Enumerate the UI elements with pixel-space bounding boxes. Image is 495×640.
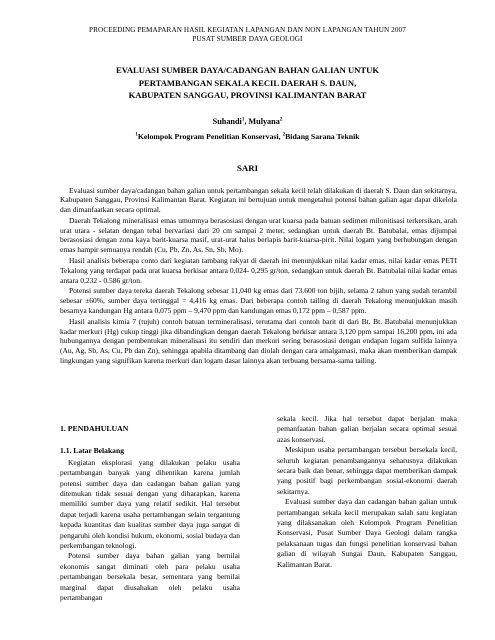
- abstract-paragraph-1: Evaluasi sumber daya/cadangan bahan galian untuk pertambangan sekala kecil telah dilakukan di daerah S. Daun dan sekitarnya, Kabupaten Sanggau, Provinsi Kalimantan Barat. Kegiatan ini bertujuan untuk mengetahui potensi bahan galian agar dapat dikelola dan dimanfaatkan secara optimal.: [60, 185, 457, 215]
- paper-title: [0, 64, 495, 102]
- body-paragraph-left-1: Kegiatan eksplorasi yang dilakukan pelaku usaha pertambangan banyak yang dihentikan karena jumlah potensi sumber daya dan cadangan bahan galian yang ditemukan tidak sesuai dengan yang diharapkan, karena memiliki sumber daya yang relatif sedikit. Hal tersebut dapat terjadi karena usaha pertambangan selain tergantung kepada kuantitas dan kualitas sumber daya juga sangat di pengaruhi oleh kondisi hukum, ekonomi, sosial budaya dan perkembangan teknologi.: [60, 457, 240, 551]
- abstract-paragraph-4: Potensi sumber daya tereka daerah Tekalong sebesar 11,040 kg emas dari 73.600 ton bijih, selama 2 tahun yang sudah terambil sebesar ±60%, sumber daya tertinggal = 4,416 kg emas. Dari beberapa contoh tailing di daerah Tekalong menunjukkan masih besarnya kandungan Hg antara 0,075 ppm – 9,470 ppm dan kandungan emas 0,172 ppm – 0,587 ppm.: [60, 286, 457, 316]
- body-paragraph-right-3: Evaluasi sumber daya dan cadangan bahan galian untuk pertambangan sekala kecil merupakan salah satu kegiatan yang dilaksanakan oleh Kelompok Program Penelitian Konservasi, Pusat Sumber Daya Geologi dalam rangka pelaksanaan tugas dan fungsi penelitian konservasi bahan galian di wilayah Sungai Daun, Kabupaten Sanggau, Kalimantan Barat.: [277, 497, 457, 569]
- running-header: [0, 26, 495, 44]
- abstract-body: [60, 186, 457, 366]
- body-paragraph-right-2: Meskipun usaha pertambangan tersebut bersekala kecil, seluruh kegiatan penambangannya seharusnya dilakukan secara baik dan benar, sehingga dapat memberikan dampak yang positif bagi perkembangan sosial-ekonomi daerah sekitarnya.: [277, 445, 457, 496]
- body-paragraph-right-1: sekala kecil. Jika hal tersebut dapat berjalan maka pemanfaatan bahan galian berjalan secara optimal sesuai azas konservasi.: [277, 414, 457, 444]
- author-sup-2: 2: [279, 116, 283, 122]
- author-separator: ,: [244, 116, 249, 126]
- header-line-1: PROCEEDING PEMAPARAN HASIL KEGIATAN LAPANGAN DAN NON LAPANGAN TAHUN 2007: [89, 26, 406, 34]
- affiliation-2: Bidang Sarana Teknik: [285, 131, 360, 141]
- body-paragraph-left-2: Potensi sumber daya bahan galian yang bernilai ekonomis sangat diminati oleh para pelaku usaha pertambangan bersekala besar, sementara yang bernilai marginal dapat diusahakan oleh pelaku usaha pertambangan: [60, 551, 240, 603]
- affiliations: [0, 131, 495, 142]
- affiliation-sup-2: 2: [282, 131, 286, 137]
- two-column-body: [60, 414, 457, 604]
- abstract-heading: SARI: [236, 162, 259, 173]
- abstract-paragraph-2: Daerah Tekalong mineralisasi emas umumnya berasosiasi dengan urat kuarsa pada batuan sedimen milonitisasi terkersikan, arah urat utara - selatan dengan tebal bervariasi dari 20 cm sampai 2 meter, sedangkan untuk daerah Bt. Batubalai, emas dijumpai berasosiasi dengan zona kaya barit-kuarsa masif, urat-urat halus berlapis barit-kuarsa-pirit. Nilai logam yang berhubungan dengan emas hampir semuanya rendah (Cu, Pb, Zn, As, Sn, Sb, Mo).: [60, 215, 457, 255]
- left-column: [60, 414, 240, 604]
- title-line-2: PERTAMBANGAN SEKALA KECIL DAERAH S. DAUN,: [138, 77, 357, 88]
- author-sup-1: 1: [241, 116, 245, 122]
- author-name-1: Suhandi: [212, 116, 242, 126]
- abstract-paragraph-3: Hasil analisis beberapa conto dari kegiatan tambang rakyat di daerah ini menunjukkan nilai kadar emas, nilai kadar emas PETI Tekalong yang terdapat pada urat kuarsa berkisar antara 0,024- 0,295 gr/ton, sedangkan untuk daerah Bt. Batubalai nilai kadar emas antara 0,232 - 0.586 gr/ton.: [60, 256, 457, 285]
- title-line-1: EVALUASI SUMBER DAYA/CADANGAN BAHAN GALIAN UNTUK: [115, 65, 380, 75]
- section-heading-pendahuluan: 1. PENDAHULUAN: [60, 424, 129, 433]
- title-line-3: KABUPATEN SANGGAU, PROVINSI KALIMANTAN BARAT: [128, 90, 367, 100]
- affiliation-1: Kelompok Program Penelitian Konservasi,: [137, 131, 283, 141]
- right-column: [277, 414, 457, 604]
- author-name-2: Mulyana: [248, 116, 280, 126]
- header-line-2: PUSAT SUMBER DAYA GEOLOGI: [192, 35, 303, 43]
- affiliation-sup-1: 1: [135, 131, 138, 137]
- author-list: [0, 116, 495, 127]
- subsection-heading-latar-belakang: 1.1. Latar Belakang: [60, 446, 124, 456]
- abstract-paragraph-5: Hasil analisis kimia 7 (tujuh) contoh batuan termineralisasi, terutama dari contoh barit di dari Bt. Bt. Batubalai menunjukkan kadar merkuri (Hg) cukup tinggi jika dibandingkan dengan daerah Tekalong berkisar antara 3,120 ppm sampai 16,200 ppm, ini ada hubungannya dengan pembentukan mineralisasi itu sendiri dan merkuri sering berasosiasi dengan endapan logam sulfida lainnya (Au, Ag, Sb, As, Cu, Pb dan Zn), sehingga apabila ditambang dan diolah dengan cara amalgamasi, maka akan memberikan dampak lingkungan yang signifikan karena merkuri dan logam dasar lainnya akan terbuang bersama-sama tailing.: [60, 316, 457, 366]
